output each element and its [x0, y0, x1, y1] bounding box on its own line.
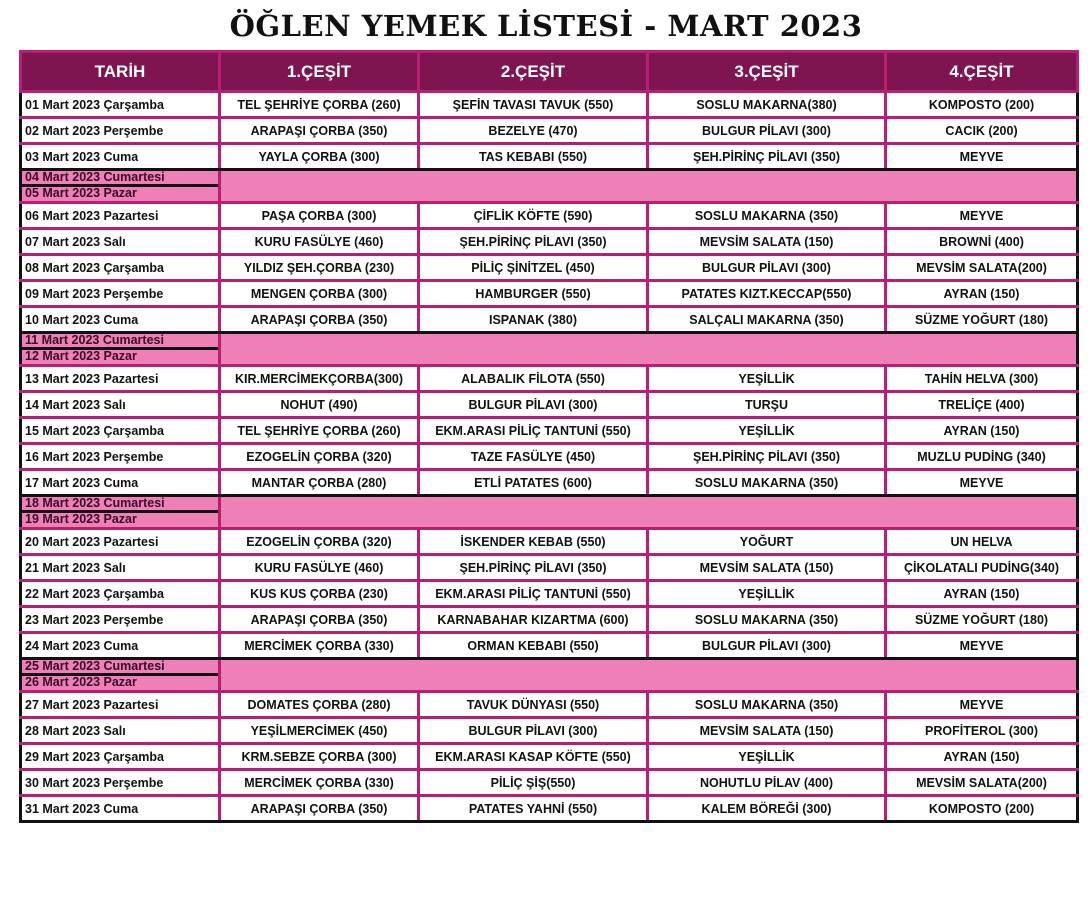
course-2-cell: PATATES YAHNİ (550)	[419, 796, 648, 822]
date-cell: 06 Mart 2023 Pazartesi	[21, 203, 220, 229]
header-course-4: 4.ÇEŞİT	[886, 52, 1078, 92]
course-3-cell: SOSLU MAKARNA (350)	[648, 607, 886, 633]
sunday-date: 05 Mart 2023 Pazar	[25, 186, 137, 200]
date-cell: 27 Mart 2023 Pazartesi	[21, 692, 220, 718]
date-cell: 03 Mart 2023 Cuma	[21, 144, 220, 170]
header-course-1: 1.ÇEŞİT	[220, 52, 419, 92]
sunday-date: 19 Mart 2023 Pazar	[25, 512, 137, 526]
weekend-fill	[220, 333, 1078, 366]
course-2-cell: ŞEH.PİRİNÇ PİLAVI (350)	[419, 229, 648, 255]
date-cell: 21 Mart 2023 Salı	[21, 555, 220, 581]
course-2-cell: ETLİ PATATES (600)	[419, 470, 648, 496]
course-3-cell: YEŞİLLİK	[648, 744, 886, 770]
course-4-cell: AYRAN (150)	[886, 744, 1078, 770]
date-cell: 08 Mart 2023 Çarşamba	[21, 255, 220, 281]
course-4-cell: KOMPOSTO (200)	[886, 796, 1078, 822]
course-1-cell: DOMATES ÇORBA (280)	[220, 692, 419, 718]
date-cell: 20 Mart 2023 Pazartesi	[21, 529, 220, 555]
menu-row	[21, 281, 1078, 307]
date-cell: 02 Mart 2023 Perşembe	[21, 118, 220, 144]
course-4-cell: MEYVE	[886, 633, 1078, 659]
date-cell: 16 Mart 2023 Perşembe	[21, 444, 220, 470]
menu-row	[21, 144, 1078, 170]
date-cell: 09 Mart 2023 Perşembe	[21, 281, 220, 307]
header-row	[21, 52, 1078, 92]
course-3-cell: KALEM BÖREĞİ (300)	[648, 796, 886, 822]
course-3-cell: SOSLU MAKARNA (350)	[648, 692, 886, 718]
course-1-cell: ARAPAŞI ÇORBA (350)	[220, 118, 419, 144]
course-1-cell: EZOGELİN ÇORBA (320)	[220, 444, 419, 470]
menu-row	[21, 744, 1078, 770]
course-4-cell: MEVSİM SALATA(200)	[886, 770, 1078, 796]
course-4-cell: SÜZME YOĞURT (180)	[886, 307, 1078, 333]
course-2-cell: PİLİÇ ŞİNİTZEL (450)	[419, 255, 648, 281]
course-3-cell: ŞEH.PİRİNÇ PİLAVI (350)	[648, 444, 886, 470]
course-2-cell: PİLİÇ ŞİŞ(550)	[419, 770, 648, 796]
weekend-dates-cell	[21, 333, 220, 366]
course-4-cell: MEYVE	[886, 692, 1078, 718]
course-3-cell: SALÇALI MAKARNA (350)	[648, 307, 886, 333]
course-1-cell: KIR.MERCİMEKÇORBA(300)	[220, 366, 419, 392]
menu-table	[19, 50, 1079, 823]
menu-row	[21, 444, 1078, 470]
course-2-cell: BEZELYE (470)	[419, 118, 648, 144]
course-2-cell: EKM.ARASI KASAP KÖFTE (550)	[419, 744, 648, 770]
course-4-cell: KOMPOSTO (200)	[886, 92, 1078, 118]
course-2-cell: EKM.ARASI PİLİÇ TANTUNİ (550)	[419, 581, 648, 607]
course-1-cell: YEŞİLMERCİMEK (450)	[220, 718, 419, 744]
course-4-cell: MUZLU PUDİNG (340)	[886, 444, 1078, 470]
sunday-date: 26 Mart 2023 Pazar	[25, 675, 137, 689]
menu-row	[21, 470, 1078, 496]
date-cell: 07 Mart 2023 Salı	[21, 229, 220, 255]
date-cell: 22 Mart 2023 Çarşamba	[21, 581, 220, 607]
course-1-cell: KURU FASÜLYE (460)	[220, 555, 419, 581]
menu-row	[21, 203, 1078, 229]
course-3-cell: BULGUR PİLAVI (300)	[648, 118, 886, 144]
course-1-cell: MERCİMEK ÇORBA (330)	[220, 633, 419, 659]
course-1-cell: MERCİMEK ÇORBA (330)	[220, 770, 419, 796]
date-cell: 28 Mart 2023 Salı	[21, 718, 220, 744]
page-title: ÖĞLEN YEMEK LİSTESİ - MART 2023	[229, 9, 863, 43]
menu-row	[21, 92, 1078, 118]
course-3-cell: MEVSİM SALATA (150)	[648, 229, 886, 255]
course-4-cell: MEYVE	[886, 203, 1078, 229]
menu-row	[21, 118, 1078, 144]
menu-row	[21, 418, 1078, 444]
course-3-cell: ŞEH.PİRİNÇ PİLAVI (350)	[648, 144, 886, 170]
menu-row	[21, 692, 1078, 718]
course-4-cell: ÇİKOLATALI PUDİNG(340)	[886, 555, 1078, 581]
course-1-cell: ARAPAŞI ÇORBA (350)	[220, 796, 419, 822]
date-cell: 24 Mart 2023 Cuma	[21, 633, 220, 659]
menu-row	[21, 796, 1078, 822]
date-cell: 01 Mart 2023 Çarşamba	[21, 92, 220, 118]
course-4-cell: TRELİÇE (400)	[886, 392, 1078, 418]
course-2-cell: TAS KEBABI (550)	[419, 144, 648, 170]
weekend-dates-cell	[21, 659, 220, 692]
menu-row	[21, 607, 1078, 633]
date-cell: 23 Mart 2023 Perşembe	[21, 607, 220, 633]
course-3-cell: YEŞİLLİK	[648, 581, 886, 607]
weekend-row	[21, 659, 1078, 692]
course-1-cell: KURU FASÜLYE (460)	[220, 229, 419, 255]
course-4-cell: CACIK (200)	[886, 118, 1078, 144]
menu-row	[21, 229, 1078, 255]
date-cell: 31 Mart 2023 Cuma	[21, 796, 220, 822]
course-3-cell: MEVSİM SALATA (150)	[648, 555, 886, 581]
course-1-cell: PAŞA ÇORBA (300)	[220, 203, 419, 229]
course-3-cell: SOSLU MAKARNA(380)	[648, 92, 886, 118]
course-3-cell: YOĞURT	[648, 529, 886, 555]
menu-row	[21, 581, 1078, 607]
course-4-cell: UN HELVA	[886, 529, 1078, 555]
weekend-fill	[220, 496, 1078, 529]
weekend-row	[21, 170, 1078, 203]
menu-row	[21, 633, 1078, 659]
course-4-cell: MEYVE	[886, 144, 1078, 170]
weekend-fill	[220, 170, 1078, 203]
course-4-cell: PROFİTEROL (300)	[886, 718, 1078, 744]
course-1-cell: ARAPAŞI ÇORBA (350)	[220, 307, 419, 333]
saturday-date: 04 Mart 2023 Cumartesi	[22, 171, 218, 187]
course-2-cell: TAZE FASÜLYE (450)	[419, 444, 648, 470]
course-2-cell: ÇİFLİK KÖFTE (590)	[419, 203, 648, 229]
course-2-cell: BULGUR PİLAVI (300)	[419, 392, 648, 418]
course-4-cell: TAHİN HELVA (300)	[886, 366, 1078, 392]
saturday-date: 11 Mart 2023 Cumartesi	[22, 334, 218, 350]
header-course-3: 3.ÇEŞİT	[648, 52, 886, 92]
course-1-cell: TEL ŞEHRİYE ÇORBA (260)	[220, 92, 419, 118]
course-3-cell: BULGUR PİLAVI (300)	[648, 255, 886, 281]
course-1-cell: EZOGELİN ÇORBA (320)	[220, 529, 419, 555]
date-cell: 17 Mart 2023 Cuma	[21, 470, 220, 496]
course-2-cell: ISPANAK (380)	[419, 307, 648, 333]
course-1-cell: TEL ŞEHRİYE ÇORBA (260)	[220, 418, 419, 444]
course-1-cell: MENGEN ÇORBA (300)	[220, 281, 419, 307]
course-4-cell: SÜZME YOĞURT (180)	[886, 607, 1078, 633]
date-cell: 14 Mart 2023 Salı	[21, 392, 220, 418]
course-1-cell: KRM.SEBZE ÇORBA (300)	[220, 744, 419, 770]
date-cell: 29 Mart 2023 Çarşamba	[21, 744, 220, 770]
course-2-cell: TAVUK DÜNYASI (550)	[419, 692, 648, 718]
course-3-cell: PATATES KIZT.KECCAP(550)	[648, 281, 886, 307]
weekend-row	[21, 333, 1078, 366]
weekend-row	[21, 496, 1078, 529]
header-course-2: 2.ÇEŞİT	[419, 52, 648, 92]
course-4-cell: AYRAN (150)	[886, 281, 1078, 307]
course-4-cell: MEVSİM SALATA(200)	[886, 255, 1078, 281]
sunday-date: 12 Mart 2023 Pazar	[25, 349, 137, 363]
course-4-cell: AYRAN (150)	[886, 581, 1078, 607]
course-3-cell: MEVSİM SALATA (150)	[648, 718, 886, 744]
menu-row	[21, 392, 1078, 418]
date-cell: 15 Mart 2023 Çarşamba	[21, 418, 220, 444]
date-cell: 10 Mart 2023 Cuma	[21, 307, 220, 333]
course-1-cell: KUS KUS ÇORBA (230)	[220, 581, 419, 607]
course-1-cell: MANTAR ÇORBA (280)	[220, 470, 419, 496]
menu-row	[21, 555, 1078, 581]
course-2-cell: İSKENDER KEBAB (550)	[419, 529, 648, 555]
menu-row	[21, 255, 1078, 281]
date-cell: 30 Mart 2023 Perşembe	[21, 770, 220, 796]
saturday-date: 25 Mart 2023 Cumartesi	[22, 660, 218, 676]
course-2-cell: KARNABAHAR KIZARTMA (600)	[419, 607, 648, 633]
course-1-cell: ARAPAŞI ÇORBA (350)	[220, 607, 419, 633]
course-3-cell: SOSLU MAKARNA (350)	[648, 203, 886, 229]
menu-row	[21, 718, 1078, 744]
date-cell: 13 Mart 2023 Pazartesi	[21, 366, 220, 392]
course-1-cell: YILDIZ ŞEH.ÇORBA (230)	[220, 255, 419, 281]
weekend-dates-cell	[21, 170, 220, 203]
course-3-cell: NOHUTLU PİLAV (400)	[648, 770, 886, 796]
course-2-cell: ALABALIK FİLOTA (550)	[419, 366, 648, 392]
course-3-cell: SOSLU MAKARNA (350)	[648, 470, 886, 496]
course-3-cell: YEŞİLLİK	[648, 418, 886, 444]
course-2-cell: BULGUR PİLAVI (300)	[419, 718, 648, 744]
menu-row	[21, 770, 1078, 796]
saturday-date: 18 Mart 2023 Cumartesi	[22, 497, 218, 513]
menu-body	[21, 92, 1078, 822]
course-1-cell: NOHUT (490)	[220, 392, 419, 418]
course-4-cell: MEYVE	[886, 470, 1078, 496]
course-3-cell: YEŞİLLİK	[648, 366, 886, 392]
weekend-dates-cell	[21, 496, 220, 529]
course-2-cell: ŞEH.PİRİNÇ PİLAVI (350)	[419, 555, 648, 581]
menu-row	[21, 529, 1078, 555]
course-4-cell: BROWNİ (400)	[886, 229, 1078, 255]
course-2-cell: HAMBURGER (550)	[419, 281, 648, 307]
course-1-cell: YAYLA ÇORBA (300)	[220, 144, 419, 170]
menu-row	[21, 366, 1078, 392]
course-2-cell: ORMAN KEBABI (550)	[419, 633, 648, 659]
course-4-cell: AYRAN (150)	[886, 418, 1078, 444]
course-3-cell: BULGUR PİLAVI (300)	[648, 633, 886, 659]
course-2-cell: EKM.ARASI PİLİÇ TANTUNİ (550)	[419, 418, 648, 444]
course-3-cell: TURŞU	[648, 392, 886, 418]
weekend-fill	[220, 659, 1078, 692]
course-2-cell: ŞEFİN TAVASI TAVUK (550)	[419, 92, 648, 118]
header-date: TARİH	[21, 52, 220, 92]
menu-row	[21, 307, 1078, 333]
